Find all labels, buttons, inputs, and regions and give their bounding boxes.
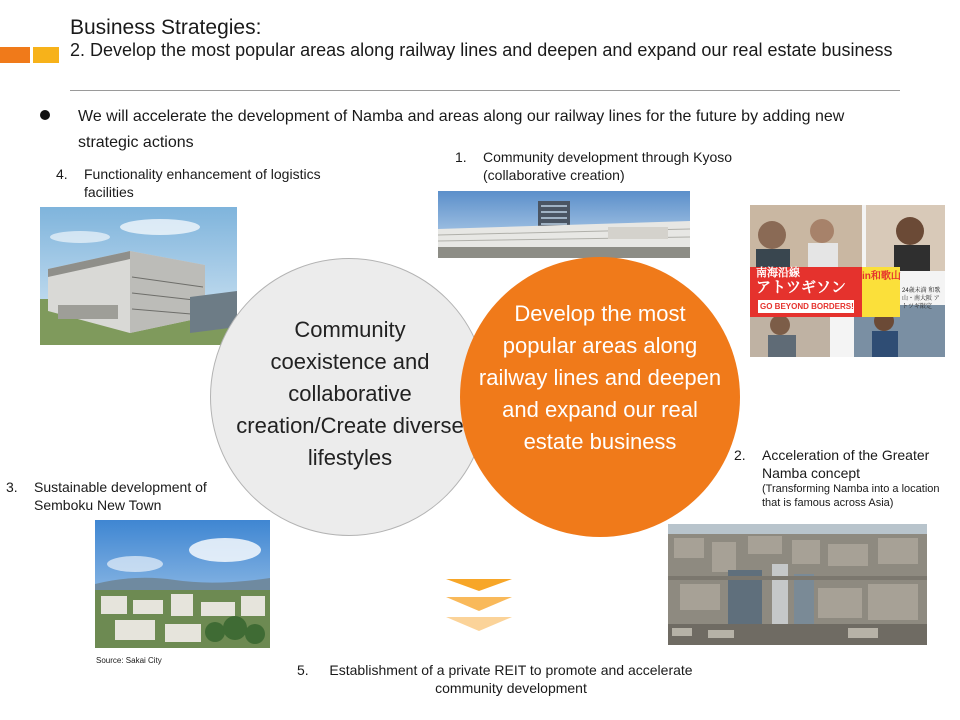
- item-3-number: 3.: [6, 479, 18, 495]
- down-arrow-icon: [444, 577, 514, 638]
- item-4: [56, 165, 366, 201]
- strategy-circle-text: Develop the most popular areas along railway lines and deepen and expand our real estate business: [478, 301, 722, 454]
- namba-aerial-photo: [668, 524, 927, 645]
- title-divider: [70, 90, 900, 91]
- atotsugithon-event-photo: [750, 205, 945, 357]
- item-2-text: Acceleration of the Greater Namba concept: [762, 447, 930, 481]
- item-5-text: Establishment of a private REIT to promote and accelerate community development: [329, 662, 693, 696]
- item-1-number: 1.: [455, 149, 467, 165]
- logistics-facility-photo: [40, 207, 237, 345]
- item-1: [455, 148, 775, 184]
- source-note: Source: Sakai City: [96, 656, 162, 665]
- item-5-number: 5.: [297, 662, 309, 678]
- title-line-1: Business Strategies:: [70, 16, 262, 39]
- accent-bar-orange: [0, 47, 30, 63]
- item-3-text: Sustainable development of Semboku New Town: [34, 479, 207, 513]
- item-2-subtext: (Transforming Namba into a location that is famous across Asia): [762, 483, 940, 509]
- item-4-number: 4.: [56, 166, 68, 182]
- title-line-2: 2. Develop the most popular areas along railway lines and deepen and expand our real estate business: [70, 40, 893, 60]
- coexistence-circle-text: Community coexistence and collaborative creation/Create diverse lifestyles: [236, 317, 464, 470]
- poster-side-note: 24歳未満 和歌山・南大阪 アトツギ限定: [902, 288, 941, 310]
- poster-tag: GO BEYOND BORDERS!: [760, 302, 854, 311]
- semboku-town-photo: [95, 520, 270, 648]
- item-2: [734, 446, 940, 510]
- bullet-icon: [40, 110, 50, 120]
- item-5: [297, 661, 697, 697]
- page-title: [70, 17, 910, 61]
- bullet-text: We will accelerate the development of Namba and areas along our railway lines for the future by adding new strategic actions: [78, 108, 845, 151]
- poster-line-3: in和歌山: [862, 271, 901, 282]
- poster-line-1: 南海沿線: [756, 267, 800, 279]
- item-1-text: Community development through Kyoso (collaborative creation): [483, 149, 733, 183]
- accent-bar-yellow: [33, 47, 59, 63]
- item-2-number: 2.: [734, 447, 746, 463]
- item-4-text: Functionality enhancement of logistics facilities: [84, 166, 321, 200]
- station-development-photo: [438, 191, 690, 258]
- item-3: [6, 478, 236, 514]
- poster-line-2: アトツギソン: [756, 279, 847, 296]
